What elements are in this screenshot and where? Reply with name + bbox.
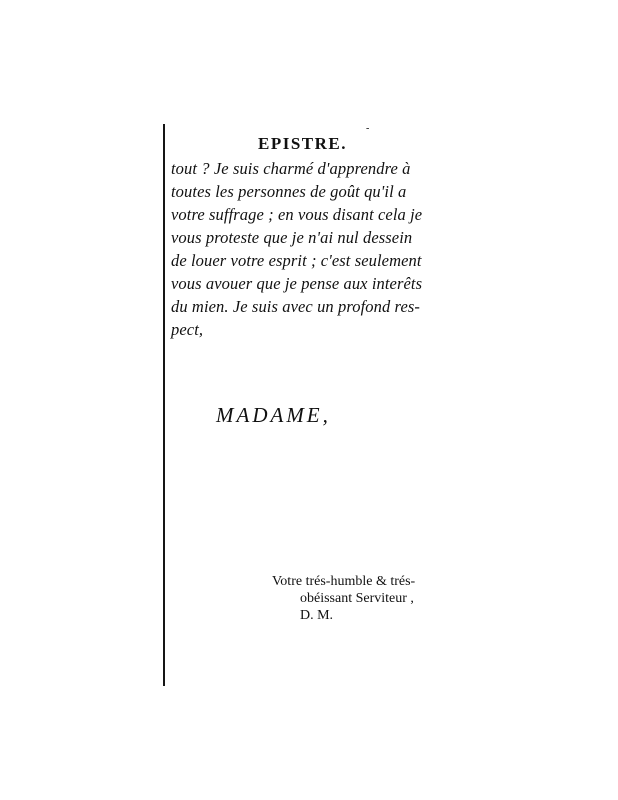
page-margin-rule — [163, 124, 165, 686]
body-line: du mien. Je suis avec un profond res- — [171, 297, 421, 316]
signature-initials: D. M. — [300, 608, 334, 623]
closing-signature — [272, 573, 415, 624]
body-line: vous proteste que je n'ai nul dessein — [171, 228, 413, 247]
body-line: pect, — [171, 320, 204, 339]
running-head: EPISTRE. — [258, 134, 347, 153]
body-line: de louer votre esprit ; c'est seulement — [171, 251, 422, 270]
body-line: votre suffrage ; en vous disant cela je — [171, 205, 423, 224]
closing-line: Votre trés-humble & trés- — [272, 574, 416, 589]
body-line: vous avouer que je pense aux interêts — [171, 274, 423, 293]
closing-line: obéissant Serviteur , — [300, 591, 414, 606]
salutation: MADAME, — [216, 403, 331, 427]
stray-ink-mark: - — [366, 123, 370, 134]
body-line: toutes les personnes de goût qu'il a — [171, 182, 407, 201]
letter-body — [171, 157, 441, 341]
body-line: tout ? Je suis charmé d'apprendre à — [171, 159, 411, 178]
